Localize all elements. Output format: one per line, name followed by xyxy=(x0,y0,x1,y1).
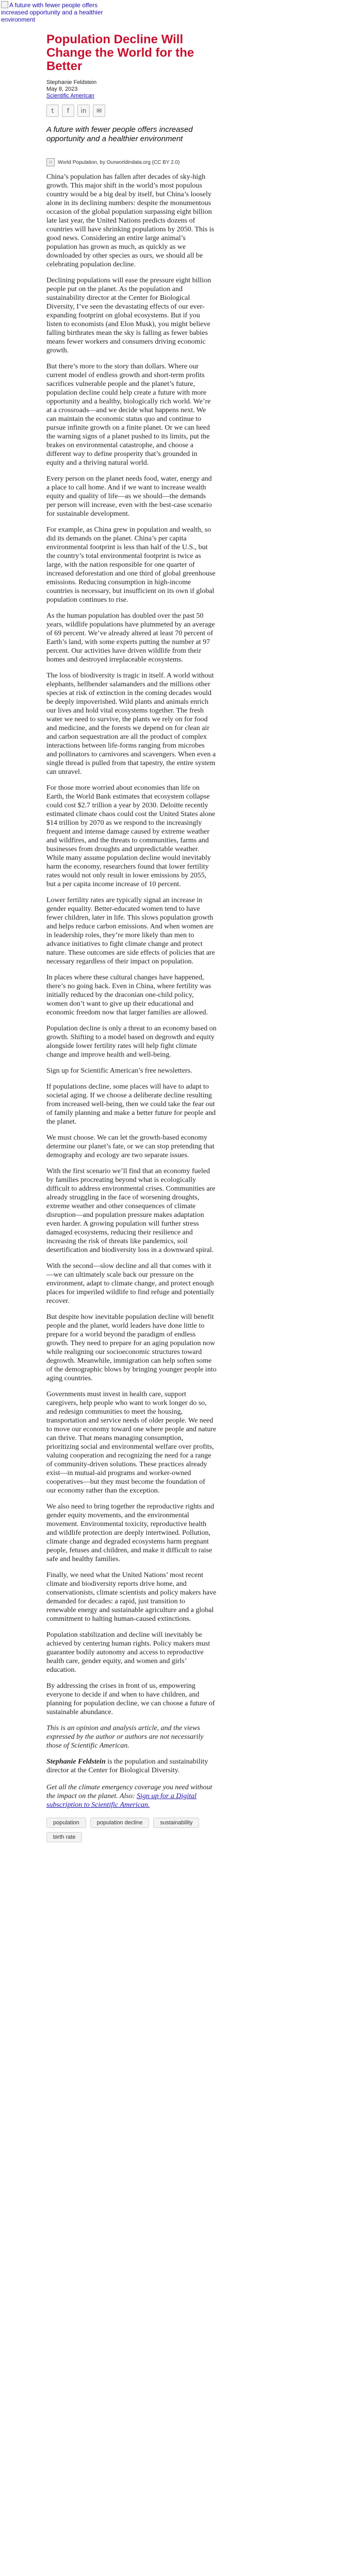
cta-text: Get all the climate emergency coverage you need without the impact on the planet. Also: xyxy=(46,1784,212,1800)
share-row xyxy=(46,105,217,117)
twitter-icon[interactable]: t xyxy=(46,105,59,117)
email-icon[interactable]: ✉ xyxy=(93,105,105,117)
article-paragraph: In places where these cultural changes have happened, there’s no going back. Even in China, where fertility was initially reduced by the draconian one-child policy, women don’t want to give up their educational and economic freedom now that larger families are allowed. xyxy=(46,974,211,1016)
linkedin-icon[interactable]: in xyxy=(77,105,90,117)
banner-image-link[interactable] xyxy=(1,1,104,22)
source-link[interactable]: Scientific American xyxy=(46,93,94,99)
article-paragraph: But there’s more to the story than dollars. Where our current model of endless growth and short-term profits sacrifices vulnerable people and the planet’s future, population decline could help create a future with more opportunity and a healthy, biologically rich world. We’re at a crossroads—and we decide what happens next. We can maintain the economic status quo and continue to pursue infinite growth on a finite planet. Or we can heed the warning signs of a planet pushed to its limits, put the brakes on environmental catastrophe, and choose a different way to define prosperity that’s grounded in equity and a thriving natural world. xyxy=(46,363,211,467)
cta-link[interactable]: Sign up for a Digital subscription to Scientific American. xyxy=(46,1792,197,1809)
tag[interactable]: birth rate xyxy=(46,1832,82,1842)
article-paragraph: But despite how inevitable population decline will benefit people and the planet, world leaders have done little to prepare for a world beyond the paradigm of endless growth. They need to prepare for an aging population now while realigning our socioeconomic structures toward degrowth. Meanwhile, immigration can help soften some of the demographic blows by bringing younger people into aging countries. xyxy=(46,1313,217,1382)
article xyxy=(46,33,217,1842)
author: Stephanie Feldstein xyxy=(46,79,97,86)
article-paragraph: Declining populations will ease the pressure eight billion people put on the planet. As the population and sustainability director at the Center for Biological Diversity, I’ve seen the devastating effects of our ever-expanding footprint on global ecosystems. But if you listen to economists (and Elon Musk), you might believe falling birthrates mean the sky is falling as fewer babies means fewer workers and consumers driving economic growth. xyxy=(46,277,211,354)
article-subtitle: A future with fewer people offers increased opportunity and a healthier environment xyxy=(46,125,193,143)
article-paragraph: For those more worried about economies than life on Earth, the World Bank estimates that ecosystem collapse could cost $2.7 trillion a year by 2030. Deloitte recently estimated climate chaos could cost the United States alone $14 trillion by 2070 as we respond to the increasingly frequent and intense damage caused by extreme weather and wildfires, and the threats to communities, farms and businesses from droughts and unpredictable weather. While many assume population decline would inevitably harm the economy, researchers found that lower fertility rates would not only result in lower emissions by 2055, but a per capita income increase of 10 percent. xyxy=(46,784,216,888)
banner-alt-text: A future with fewer people offers increased opportunity and a healthier environment xyxy=(1,2,103,23)
article-title: Population Decline Will Change the World for the Better xyxy=(46,32,194,73)
article-body xyxy=(46,173,217,1750)
article-paragraph: Population decline is only a threat to an economy based on growth. Shifting to a model based on degrowth and equity alongside lower fertility rates will help fight climate change and improve health and well-being. xyxy=(46,1025,217,1059)
tag-list xyxy=(46,1818,217,1842)
article-paragraph: Finally, we need what the United Nations’ most recent climate and biodiversity reports drive home, and conservationists, climate scientists and policy makers have demanded for decades: a rapid, just transition to renewable energy and sustainable agriculture and a global commitment to halting human-caused extinctions. xyxy=(46,1571,217,1623)
article-paragraph: Population stabilization and decline will inevitably be achieved by centering human rights. Policy makers must guarantee bodily autonomy and access to reproductive health care, gender equity, and women and girls’ education. xyxy=(46,1631,210,1674)
bio-name: Stephanie Feldstein xyxy=(46,1758,106,1766)
author-bio xyxy=(46,1757,217,1775)
article-paragraph: We must choose. We can let the growth-based economy determine our planet’s fate, or we can stop pretending that demography and ecology are two separate issues. xyxy=(46,1134,215,1159)
article-meta xyxy=(46,79,217,99)
tag[interactable]: population decline xyxy=(90,1818,150,1828)
article-paragraph: With the second—slow decline and all that comes with it —we can ultimately scale back our pressure on the environment, adapt to climate change, and protect enough places for imperiled wildlife to find refuge and potentially recover. xyxy=(46,1262,215,1305)
article-paragraph: Lower fertility rates are typically signal an increase in gender equality. Better-educated women tend to have fewer children, later in life. This slows population growth and helps reduce carbon emissions. And when women are in leadership roles, they’re more likely than men to advance initiatives to fight climate change and protect nature. These outcomes are side effects of policies that are necessary regardless of their impact on population. xyxy=(46,896,215,965)
article-paragraph: The loss of biodiversity is tragic in itself. A world without elephants, hellbender salamanders and the millions other species at risk of extinction in the coming decades would be deeply impoverished. Wild plants and animals enrich our lives and hold vital ecosystems together. The fresh water we need to survive, the plants we rely on for food and medicine, and the forests we depend on for clean air and carbon sequestration are all the product of complex interactions between life-forms ranging from microbes and pollinators to carnivores and scavengers. When even a single thread is pulled from that tapestry, the entire system can unravel. xyxy=(46,672,216,776)
facebook-icon[interactable]: f xyxy=(62,105,74,117)
tag[interactable]: sustainability xyxy=(153,1818,199,1828)
article-paragraph: This is an opinion and analysis article, and the views expressed by the author or authors are not necessarily those of Scientific American. xyxy=(46,1724,204,1750)
hero-caption: World Population, by Ourworldindata.org (CC BY 2.0) xyxy=(58,159,180,165)
tag[interactable]: population xyxy=(46,1818,86,1828)
broken-image-icon xyxy=(1,1,8,8)
hero-figure xyxy=(46,152,217,173)
bio-text: is the population and sustainability director at the Center for Biological Diversity. xyxy=(46,1758,208,1774)
publish-date: May 8, 2023 xyxy=(46,86,78,92)
subscribe-cta xyxy=(46,1783,217,1809)
article-paragraph: We also need to bring together the reproductive rights and gender equity movements, and the environmental movement. Environmental toxicity, reproductive health and wildlife protection are deeply intertwined. Pollution, climate change and degraded ecosystems harm pregnant people, fetuses and children, and make it difficult to raise safe and healthy families. xyxy=(46,1503,215,1563)
article-paragraph: If populations decline, some places will have to adapt to societal aging. If we choose a deliberate decline resulting from increased well-being, then we could take the fear out of family planning and make a better future for people and the planet. xyxy=(46,1083,216,1126)
article-paragraph: Governments must invest in health care, support caregivers, help people who want to work longer do so, and redesign communities to meet the housing, transportation and service needs of older people. We need to move our economy toward one where people and nature can thrive. That means managing consumption, prioritizing social and environmental welfare over profits, valuing cooperation and recognizing the need for a range of community-driven solutions. These practices already exist—in mutual-aid programs and worker-owned cooperatives—but they must become the foundation of our economy rather than the exception. xyxy=(46,1391,217,1495)
article-paragraph: With the first scenario we’ll find that an economy fueled by families procreating beyond what is ecologically difficult to address environmental crises. Communities are already struggling in the face of worsening droughts, extreme weather and other consequences of climate disruption—and population pressure makes adaptation even harder. A growing population will further stress damaged ecosystems, reducing their resilience and increasing the risk of threats like pandemics, soil desertification and biodiversity loss in a downward spiral. xyxy=(46,1167,216,1254)
article-paragraph: Sign up for Scientific American’s free newsletters. xyxy=(46,1067,192,1075)
broken-image-icon: ▫ xyxy=(46,158,55,166)
article-paragraph: By addressing the crises in front of us, empowering everyone to decide if and when to have children, and planning for population decline, we can choose a future of sustainable abundance. xyxy=(46,1682,215,1716)
article-paragraph: Every person on the planet needs food, water, energy and a place to call home. And if we want to increase wealth equity and quality of life—as we should—the demands per person will increase, even with the best-case scenario for sustainable development. xyxy=(46,475,212,518)
article-paragraph: As the human population has doubled over the past 50 years, wildlife populations have plummeted by an average of 69 percent. We’ve already altered at least 70 percent of Earth’s land, with some experts putting the number at 97 percent. Our activities have driven wildlife from their homes and destroyed irreplaceable ecosystems. xyxy=(46,612,215,664)
article-paragraph: China’s population has fallen after decades of sky-high growth. This major shift in the world’s most populous country would be a big deal by itself, but China’s loosely alone in its declining numbers: despite the monumentous occasion of the global population surpassing eight billion late last year, the United Nations predicts dozens of countries will have shrinking populations by 2050. This is good news. Considering an entire large animal’s population has grown as much, as quickly as we downloaded by other species as ours, we should all be celebrating population decline. xyxy=(46,173,215,268)
article-paragraph: For example, as China grew in population and wealth, so did its demands on the planet. China’s per capita environmental footprint is less than half of the U.S., but the country’s total environmental footprint is twice as large, with the nation responsible for one quarter of increased deforestation and one third of global greenhouse emissions. Reducing consumption in high-income countries is necessary, but insufficient on its own if global population continues to rise. xyxy=(46,526,216,604)
